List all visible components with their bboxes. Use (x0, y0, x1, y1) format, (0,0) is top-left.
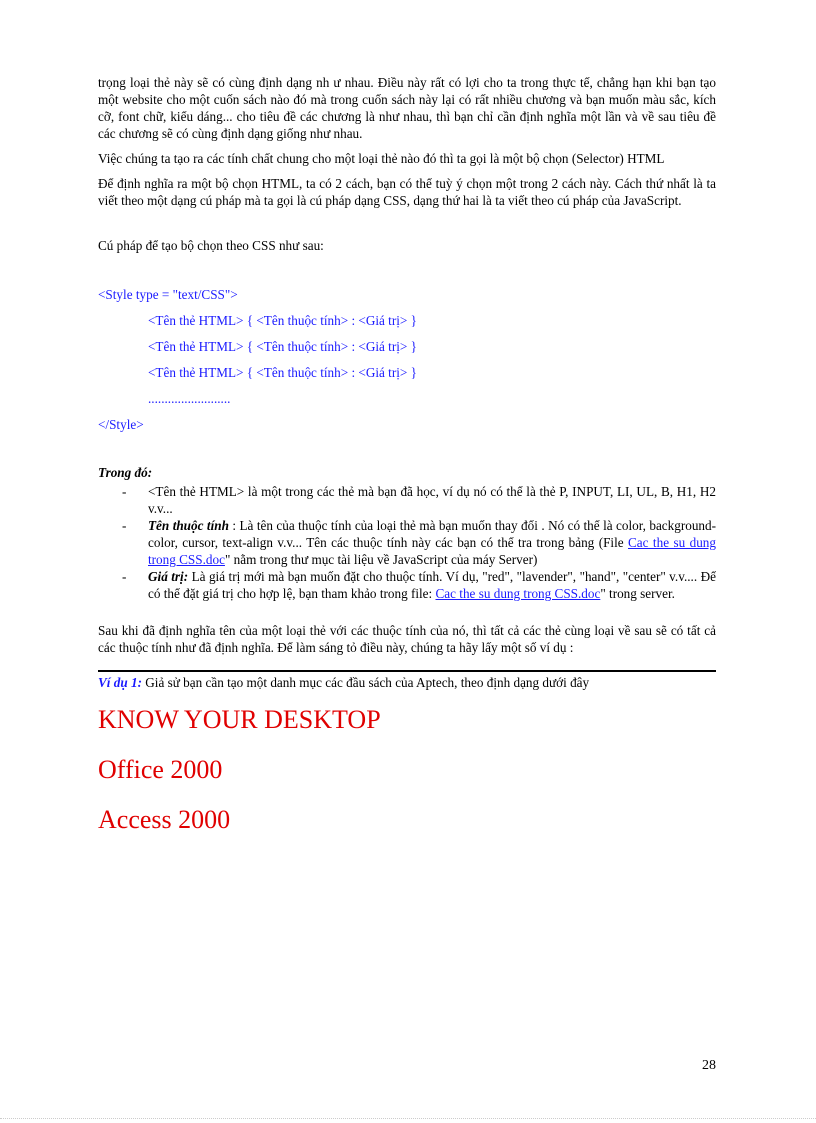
selector-paragraph: Việc chúng ta tạo ra các tính chất chung cho một loại thẻ nào đó thì ta gọi là một bộ chọn (Selector) HTML (98, 151, 665, 166)
after-paragraph: Sau khi đã định nghĩa tên của một loại thẻ với các thuộc tính của nó, thì tất cả các thẻ cùng loại về sau sẽ có tất cả các thuộc tính như đã định nghĩa. Để làm sáng tỏ điều này, chúng ta hãy lấy một số ví dụ : (98, 623, 716, 655)
list-item (98, 483, 716, 517)
example-title: Access 2000 (98, 805, 231, 834)
css-doc-link[interactable]: Cac the su dung trong CSS.doc (435, 586, 601, 601)
example-label: Ví dụ 1: (98, 675, 142, 690)
intro-paragraph: trọng loại thẻ này sẽ có cùng định dạng nh ư nhau. Điều này rất có lợi cho ta trong thực tế, chẳng hạn khi bạn tạo một website cho một cuốn sách nào đó mà trong cuốn sách này lại có rất nhiều chương và bạn muốn màu sắc, kích cỡ, font chữ, kiểu dáng... cho tiêu đề các chương là như nhau, thì bạn chỉ cần định nghĩa một lần và về sau tiêu đề các chương sẽ có cùng định dạng giống như nhau. (98, 75, 716, 141)
item-text: Là giá trị mới mà bạn muốn đặt cho thuộc tính. Ví dụ, "red", "lavender", "hand", "center" v.v.... Để có thể đặt giá trị cho hợp lệ, bạn tham khảo trong file: (148, 569, 716, 601)
spacer (98, 602, 716, 622)
divider (98, 670, 716, 672)
code-open-tag: <Style type = "text/CSS"> (98, 287, 238, 302)
code-close-tag: </Style> (98, 417, 144, 432)
code-ellipsis: ......................... (148, 391, 231, 406)
example-title: KNOW YOUR DESKTOP (98, 705, 381, 734)
css-syntax-code-block (98, 282, 716, 438)
example-text: Giả sử bạn cần tạo một danh mục các đầu sách của Aptech, theo định dạng dưới đây (141, 675, 590, 690)
code-line: <Tên thẻ HTML> { <Tên thuộc tính> : <Giá trị> } (148, 313, 417, 328)
syntax-intro: Cú pháp để tạo bộ chọn theo CSS như sau: (98, 238, 324, 253)
spacer (98, 262, 716, 282)
where-heading: Trong đó: (98, 465, 153, 480)
bullet-dash: - (122, 484, 127, 499)
item-text: " trong server. (600, 586, 675, 601)
item-text: " nằm trong thư mục tài liệu về JavaScript của máy Server) (224, 552, 538, 567)
code-line: <Tên thẻ HTML> { <Tên thuộc tính> : <Giá trị> } (148, 339, 417, 354)
definition-list (98, 483, 716, 602)
bullet-dash: - (122, 518, 127, 533)
css-doc-link[interactable]: Cac the su dung trong CSS.doc (148, 535, 716, 567)
methods-paragraph: Để định nghĩa ra một bộ chọn HTML, ta có 2 cách, bạn có thể tuỳ ý chọn một trong 2 cách này. Cách thứ nhất là ta viết theo một dạng cú pháp mà ta gọi là cú pháp dạng CSS, dạng thứ hai là ta viết theo cú pháp của JavaScript. (98, 176, 716, 208)
item-term: Giá trị: (148, 569, 189, 584)
document-page (98, 74, 716, 835)
item-text: <Tên thẻ HTML> là một trong các thẻ mà bạn đã học, ví dụ nó có thể là thẻ P, INPUT, LI, UL, B, H1, H2 v.v... (148, 484, 716, 516)
page-bottom-border (0, 1118, 816, 1119)
item-term: Tên thuộc tính (148, 518, 229, 533)
list-item (98, 568, 716, 602)
item-text: : Là tên của thuộc tính của loại thẻ mà bạn muốn thay đổi . Nó có thể là color, background-color, cursor, text-align v.v... Tên các thuộc tính này các bạn có thể tra trong bảng (File (148, 518, 716, 550)
page-number: 28 (702, 1058, 716, 1073)
spacer (98, 217, 716, 237)
example-title: Office 2000 (98, 755, 223, 784)
example-paragraph (98, 674, 716, 691)
list-item (98, 517, 716, 568)
code-line: <Tên thẻ HTML> { <Tên thuộc tính> : <Giá trị> } (148, 365, 417, 380)
bullet-dash: - (122, 569, 127, 584)
